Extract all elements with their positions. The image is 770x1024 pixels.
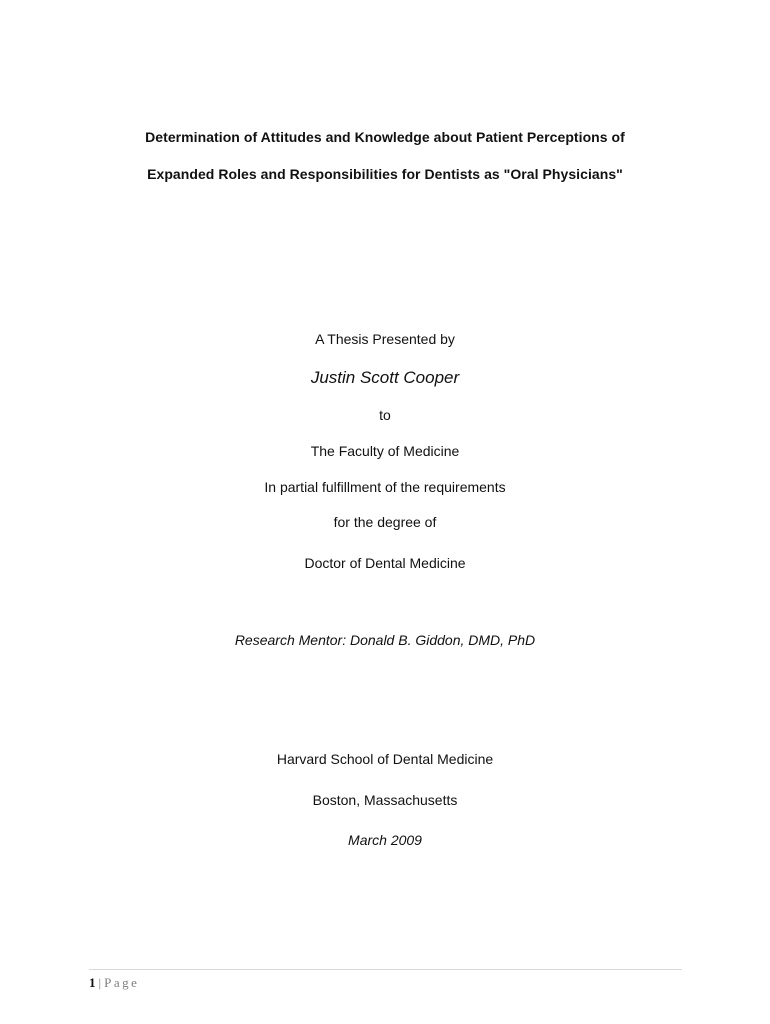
degree-intro-text: for the degree of <box>333 514 437 530</box>
degree-text: Doctor of Dental Medicine <box>304 555 466 571</box>
page-number: 1 <box>89 975 96 990</box>
page-footer <box>89 975 139 991</box>
fulfillment-text: In partial fulfillment of the requirements <box>264 479 506 495</box>
faculty-text: The Faculty of Medicine <box>310 443 460 459</box>
thesis-title-line-2: Expanded Roles and Responsibilities for Dentists as "Oral Physicians" <box>147 166 623 182</box>
presented-by-text: A Thesis Presented by <box>315 331 455 347</box>
page-label: Page <box>104 975 140 990</box>
research-mentor: Research Mentor: Donald B. Giddon, DMD, PhD <box>234 632 536 648</box>
to-text: to <box>379 407 391 423</box>
footer-divider <box>89 969 682 970</box>
location-text: Boston, Massachusetts <box>312 792 458 808</box>
author-name: Justin Scott Cooper <box>310 368 460 387</box>
footer-separator: | <box>98 975 102 990</box>
school-name: Harvard School of Dental Medicine <box>276 751 494 767</box>
thesis-date: March 2009 <box>348 832 422 848</box>
thesis-title-line-1: Determination of Attitudes and Knowledge about Patient Perceptions of <box>145 129 625 145</box>
